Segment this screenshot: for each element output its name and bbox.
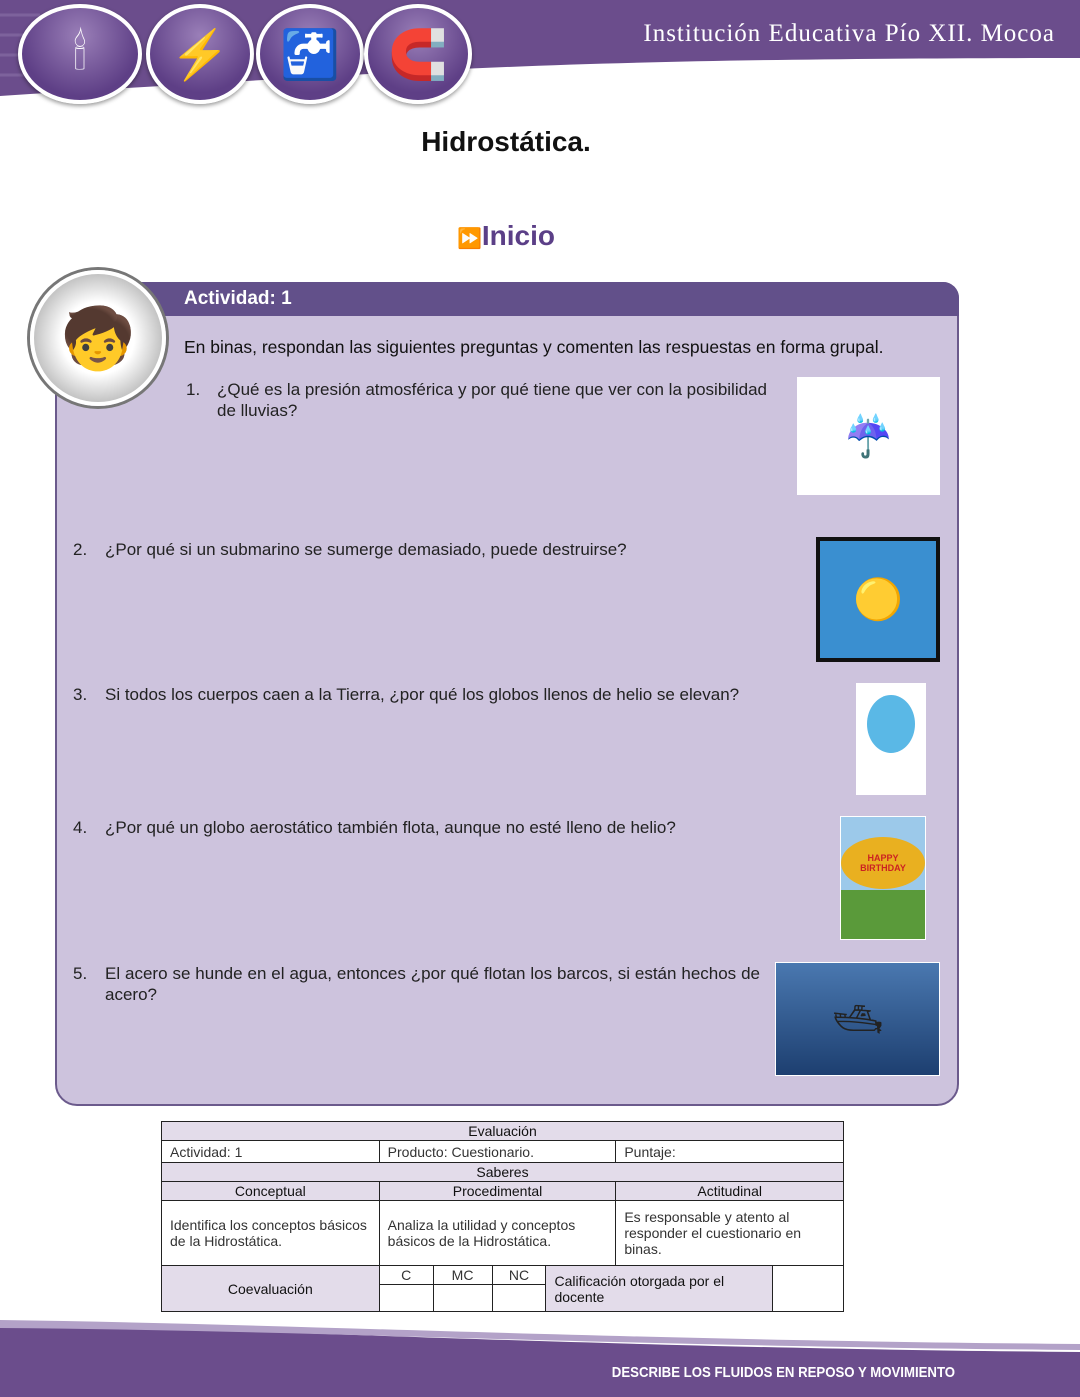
section-title: Inicio (481, 220, 556, 251)
question-text: Si todos los cuerpos caen a la Tierra, ¿por qué los globos llenos de helio se elevan? (105, 685, 740, 704)
level-nc: NC (492, 1266, 546, 1285)
institution-name: Institución Educativa Pío XII. Mocoa (643, 20, 1055, 47)
question-text: ¿Por qué si un submarino se sumerge demasiado, puede destruirse? (105, 540, 627, 559)
hot-air-balloon-image (840, 816, 926, 940)
submarine-image: 🟡 (816, 537, 940, 662)
rain-umbrella-image: ☔ (797, 377, 940, 495)
saberes-header: Saberes (162, 1163, 844, 1182)
question-number: 4. (73, 818, 88, 837)
faucet-icon: 🚰 (256, 4, 364, 104)
footer-banner (0, 1320, 1080, 1397)
question-number: 2. (73, 540, 88, 559)
level-c: C (379, 1266, 433, 1285)
evaluation-title: Evaluación (162, 1122, 844, 1141)
fast-forward-icon: ⏩ (456, 228, 482, 250)
question-number: 1. (186, 380, 201, 399)
student-avatar: 🧒 (30, 270, 166, 406)
helium-balloon-image (856, 683, 926, 795)
conceptual-desc: Identifica los conceptos básicos de la Hidrostática. (162, 1201, 380, 1266)
lightning-icon: ⚡ (146, 4, 254, 104)
question-text: ¿Qué es la presión atmosférica y por qué tiene que ver con la posibilidad de lluvias? (217, 380, 767, 420)
level-nc-cell[interactable] (492, 1285, 546, 1312)
teacher-grade-label: Calificación otorgada por el docente (546, 1266, 773, 1312)
magnet-icon: 🧲 (364, 4, 472, 104)
level-mc: MC (433, 1266, 492, 1285)
product-cell: Producto: Cuestionario. (379, 1141, 616, 1163)
page-title: Hidrostática. (421, 126, 591, 157)
question-number: 3. (73, 685, 88, 704)
candle-icon: 🕯 (18, 4, 142, 104)
footer-text: DESCRIBE LOS FLUIDOS EN REPOSO Y MOVIMIENTO (611, 1364, 955, 1381)
procedimental-desc: Analiza la utilidad y conceptos básicos de la Hidrostática. (379, 1201, 616, 1266)
question-number: 5. (73, 964, 88, 983)
actitudinal-header: Actitudinal (616, 1182, 844, 1201)
actitudinal-desc: Es responsable y atento al responder el cuestionario en binas. (616, 1201, 844, 1266)
procedimental-header: Procedimental (379, 1182, 616, 1201)
activity-cell: Actividad: 1 (162, 1141, 380, 1163)
conceptual-header: Conceptual (162, 1182, 380, 1201)
question-text: El acero se hunde en el agua, entonces ¿por qué flotan los barcos, si están hechos de acero? (105, 964, 760, 1004)
instruction: En binas, respondan las siguientes preguntas y comenten las respuestas en forma grupal. (184, 337, 884, 357)
question-text: ¿Por qué un globo aerostático también flota, aunque no esté lleno de helio? (105, 818, 676, 837)
activity-header: Actividad: 1 (140, 282, 959, 316)
balloon-text: HAPPY BIRTHDAY (841, 837, 925, 889)
section-heading (0, 220, 1012, 252)
teacher-grade-cell[interactable] (773, 1266, 844, 1312)
coevaluation-label: Coevaluación (162, 1266, 380, 1312)
evaluation-table (161, 1121, 844, 1312)
yacht-image: 🛥 (775, 962, 940, 1076)
level-c-cell[interactable] (379, 1285, 433, 1312)
level-mc-cell[interactable] (433, 1285, 492, 1312)
score-cell: Puntaje: (616, 1141, 844, 1163)
